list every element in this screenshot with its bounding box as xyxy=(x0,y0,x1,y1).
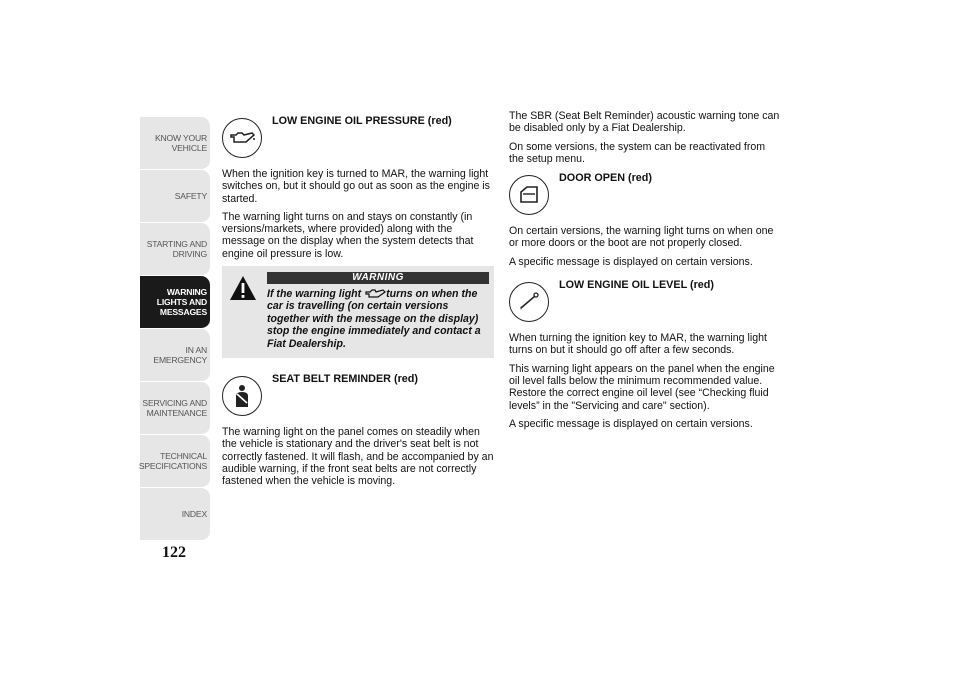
tab-starting-and-driving[interactable]: STARTING AND DRIVING xyxy=(140,223,210,276)
oil-level-paragraph-3: A specific message is displayed on certain versions. xyxy=(509,417,753,430)
seat-belt-icon xyxy=(222,376,262,416)
sbr-paragraph-1: The SBR (Seat Belt Reminder) acoustic warning tone can be disabled only by a Fiat Dealership. xyxy=(509,110,780,135)
right-column xyxy=(509,110,781,436)
tab-servicing-and-maintenance[interactable]: SERVICING AND MAINTENANCE xyxy=(140,382,210,435)
door-open-title: DOOR OPEN (red) xyxy=(559,172,652,185)
warning-box xyxy=(222,266,494,358)
oil-pressure-paragraph-2: The warning light turns on and stays on constantly (in versions/markets, where provided) along with the message on the display when the system detects that engine oil pressure is low. xyxy=(222,210,474,260)
warning-label: WARNING xyxy=(267,272,489,284)
seat-belt-heading xyxy=(222,368,494,426)
oil-dipstick-icon xyxy=(509,282,549,322)
tab-warning-lights-and-messages[interactable]: WARNING LIGHTS AND MESSAGES xyxy=(140,276,210,329)
chapter-tabs xyxy=(140,117,210,541)
door-open-paragraph-1: On certain versions, the warning light turns on when one or more doors or the boot are not properly closed. xyxy=(509,225,774,250)
door-open-paragraph-2: A specific message is displayed on certain versions. xyxy=(509,255,753,268)
door-open-icon xyxy=(509,175,549,215)
oil-level-paragraph-2: This warning light appears on the panel when the engine oil level falls below the minimum recommended value. Restore the correct engine oil level (see “Checking fluid levels” in the "Servicing and care" section). xyxy=(509,362,775,412)
left-column xyxy=(222,110,494,494)
oil-level-title: LOW ENGINE OIL LEVEL (red) xyxy=(559,279,714,292)
tab-index[interactable]: INDEX xyxy=(140,488,210,541)
oil-pressure-heading xyxy=(222,110,494,168)
sbr-paragraph-2: On some versions, the system can be reactivated from the setup menu. xyxy=(509,140,766,165)
oil-can-inline-icon xyxy=(364,289,386,299)
tab-technical-specifications[interactable]: TECHNICAL SPECIFICATIONS xyxy=(140,435,210,488)
page-number: 122 xyxy=(162,544,186,561)
warning-triangle-icon xyxy=(228,274,258,302)
oil-level-paragraph-1: When turning the ignition key to MAR, the warning light turns on but it should go off after a few seconds. xyxy=(509,332,767,357)
door-open-heading xyxy=(509,167,781,225)
tab-know-your-vehicle[interactable]: KNOW YOUR VEHICLE xyxy=(140,117,210,170)
oil-pressure-paragraph-1: When the ignition key is turned to MAR, the warning light switches on, but it should go out as soon as the engine is started. xyxy=(222,168,490,205)
tab-in-an-emergency[interactable]: IN AN EMERGENCY xyxy=(140,329,210,382)
oil-can-icon xyxy=(222,118,262,158)
oil-pressure-title: LOW ENGINE OIL PRESSURE (red) xyxy=(272,115,452,127)
oil-level-heading xyxy=(509,274,781,332)
seat-belt-title: SEAT BELT REMINDER (red) xyxy=(272,373,418,386)
warning-text: If the warning light turns on when the car is travelling (on certain versions together with the message on the display) stop the engine immediately and contact a Fiat Dealership. xyxy=(267,288,481,350)
tab-safety[interactable]: SAFETY xyxy=(140,170,210,223)
seat-belt-paragraph: The warning light on the panel comes on steadily when the vehicle is stationary and the driver's seat belt is not correctly fastened. It will flash, and be accompanied by an audible warning, if the front seat belts are not correctly fastened when the vehicle is moving. xyxy=(222,426,494,488)
